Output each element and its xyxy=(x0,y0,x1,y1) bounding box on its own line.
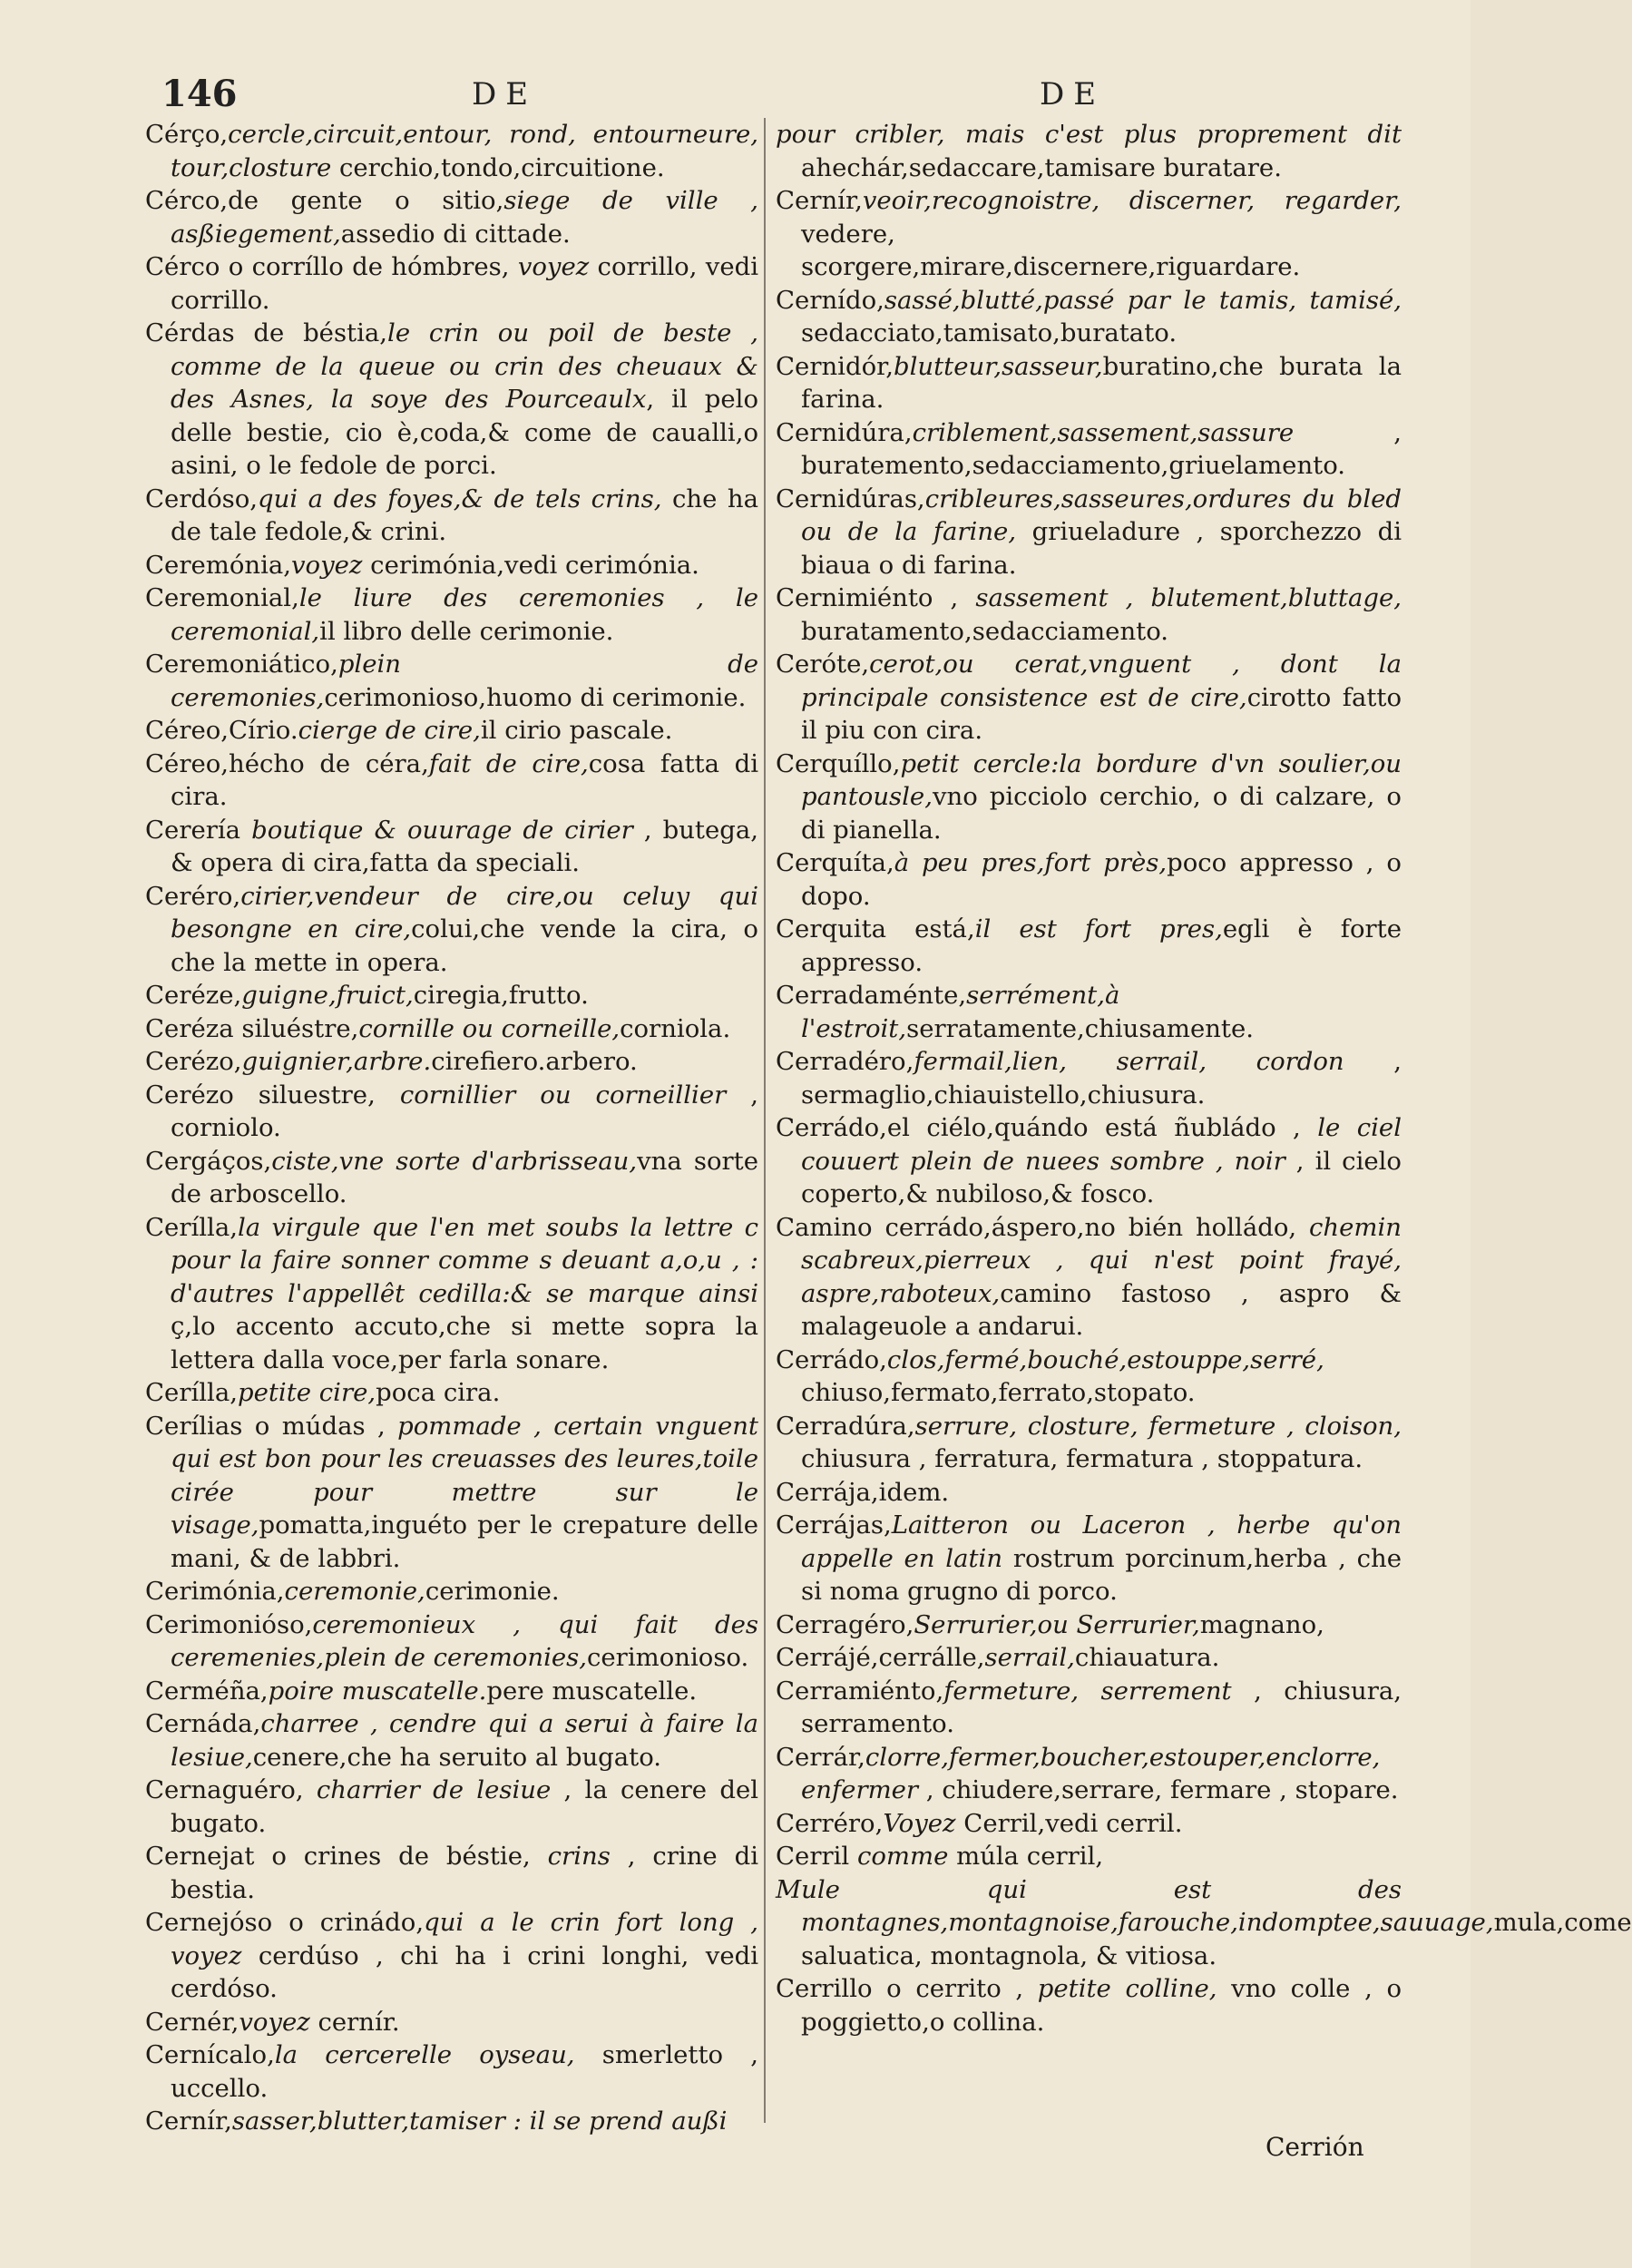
headword: Cerragéro, xyxy=(776,1609,914,1639)
dictionary-entry xyxy=(145,1079,758,1145)
headword: Cérdas de béstia, xyxy=(145,318,388,347)
french-gloss: crins xyxy=(547,1842,611,1871)
italian-gloss: mula,come saluatica, montagnola, & vitiosa. xyxy=(801,1908,1632,1970)
dictionary-entry xyxy=(145,1840,758,1906)
dictionary-entry xyxy=(776,1211,1402,1344)
running-head-right: DE xyxy=(1040,76,1106,112)
french-gloss: charrier de lesiue xyxy=(316,1775,552,1804)
headword: Cerréro, xyxy=(776,1808,884,1838)
dictionary-entry xyxy=(145,2038,758,2105)
french-gloss: comme xyxy=(856,1842,949,1871)
dictionary-entry xyxy=(145,1906,758,2006)
italian-gloss: ciregia,frutto. xyxy=(413,981,589,1010)
italian-gloss: cirotto fatto il piu con cira. xyxy=(801,682,1402,745)
headword: Cerméña, xyxy=(145,1676,269,1706)
dictionary-entry xyxy=(145,582,758,648)
headword: Ceréza siluéstre, xyxy=(145,1013,359,1043)
right-column xyxy=(776,118,1632,2038)
dictionary-entry xyxy=(776,1873,1632,1973)
dictionary-entry xyxy=(776,1608,1402,1642)
dictionary-entry xyxy=(145,1012,758,1046)
french-gloss: le crin ou poil de beste , comme de la queue ou crin des cheuaux & des Asnes, la soye des Pourceaulx xyxy=(171,318,758,414)
french-gloss: qui a le crin fort long , voyez xyxy=(171,1908,758,1970)
headword: Cernáda, xyxy=(145,1709,261,1738)
french-gloss: fermail,lien, serrail, cordon xyxy=(914,1047,1344,1076)
dictionary-entry xyxy=(145,814,758,880)
dictionary-entry xyxy=(776,284,1402,350)
italian-gloss: múla cerril, xyxy=(948,1842,1104,1871)
headword: Ceréro, xyxy=(145,881,241,911)
headword: Cerradaménte, xyxy=(776,981,967,1010)
french-gloss: pour cribler, mais c'est plus proprement dit xyxy=(776,120,1402,149)
headword: Cerquíllo, xyxy=(776,748,901,778)
dictionary-entry xyxy=(776,350,1402,416)
italian-gloss: chiusura , ferratura, fermatura , stoppatura. xyxy=(801,1444,1363,1473)
dictionary-entry xyxy=(776,1111,1402,1211)
italian-gloss: , chiusura, serramento. xyxy=(801,1676,1402,1738)
french-gloss: à peu pres,fort près, xyxy=(894,848,1168,877)
french-gloss: siege de ville , asßiegement, xyxy=(171,186,758,249)
dictionary-entry xyxy=(776,184,1402,284)
italian-gloss: smerletto , uccello. xyxy=(171,2040,758,2103)
dictionary-entry xyxy=(776,913,1402,979)
italian-gloss: egli è forte appresso. xyxy=(801,914,1402,977)
dictionary-entry xyxy=(145,118,758,184)
italian-gloss: cirefiero.arbero. xyxy=(431,1047,638,1076)
italian-gloss: cerimonioso. xyxy=(587,1643,749,1672)
dictionary-entry xyxy=(145,1774,758,1840)
dictionary-entry xyxy=(776,1344,1402,1410)
french-gloss: blutteur,sasseur, xyxy=(894,351,1103,381)
page-header xyxy=(0,64,1471,118)
headword: Ceremonial, xyxy=(145,583,299,612)
headword: Cernír, xyxy=(145,2107,232,2136)
french-gloss: cercle,circuit,entour, rond, entourneure, tour,closture xyxy=(171,120,758,182)
page-number: 146 xyxy=(161,73,238,115)
dictionary-entry xyxy=(145,979,758,1012)
french-gloss: fait de cire, xyxy=(428,748,589,778)
dictionary-entry xyxy=(145,2006,758,2039)
french-gloss: Mule qui est des montagnes,montagnoise,farouche,indomptee,sauuage, xyxy=(776,1874,1494,1937)
column-divider xyxy=(764,118,766,2123)
headword: Cerrádo,el ciélo,quándo está ñubládo , xyxy=(776,1113,1318,1142)
headword: Cerimonióso, xyxy=(145,1609,313,1639)
italian-gloss: ahechár,sedaccare,tamisare buratare. xyxy=(801,152,1282,182)
dictionary-entry xyxy=(145,748,758,814)
french-gloss: fermeture, serrement xyxy=(943,1676,1232,1706)
italian-gloss: cerimonioso,huomo di cerimonie. xyxy=(324,682,747,712)
headword: Cerrájas, xyxy=(776,1510,892,1540)
italian-gloss: che ha de tale fedole,& crini. xyxy=(171,484,758,546)
italian-gloss: chiauatura. xyxy=(1074,1643,1220,1672)
french-gloss: sasser,blutter,tamiser : il se prend außi xyxy=(231,2107,728,2136)
french-gloss: boutique & ouurage de cirier xyxy=(251,815,633,845)
dictionary-entry xyxy=(776,979,1402,1045)
french-gloss: la virgule que l'en met soubs la lettre c pour la faire sonner comme s deuant a,o,u , : d'autres l'appellêt cedilla:& se marque ainsi xyxy=(171,1212,758,1308)
french-gloss: charree , cendre qui a serui à faire la lesiue, xyxy=(171,1709,758,1772)
headword: Cerílla, xyxy=(145,1378,238,1407)
dictionary-entry xyxy=(776,1476,1402,1510)
headword: Céreo,Círio. xyxy=(145,716,298,745)
french-gloss: voyez xyxy=(291,550,363,580)
italian-gloss: cernír. xyxy=(309,2007,400,2037)
dictionary-entry xyxy=(145,1575,758,1608)
headword: Cernejat o crines de béstie, xyxy=(145,1842,548,1871)
headword: Cernidúra, xyxy=(776,417,913,447)
headword: Cernér, xyxy=(145,2007,239,2037)
italian-gloss: vna sorte de arboscello. xyxy=(171,1146,758,1208)
running-head-left: DE xyxy=(472,76,538,112)
headword: Cerdóso, xyxy=(145,484,259,513)
headword: Cerería xyxy=(145,815,252,845)
french-gloss: ceremonieux , qui fait des ceremenies,plein de ceremonies, xyxy=(171,1609,758,1672)
headword: Ceremoniático, xyxy=(145,650,338,679)
dictionary-entry xyxy=(145,1675,758,1708)
dictionary-entry xyxy=(776,1675,1402,1741)
french-gloss: le liure des ceremonies , le ceremonial, xyxy=(171,583,758,646)
italian-gloss: idem. xyxy=(878,1477,950,1507)
italian-gloss: vno picciolo cerchio, o di calzare, o di pianella. xyxy=(801,782,1402,845)
dictionary-entry xyxy=(145,2105,758,2138)
italian-gloss: , corniolo. xyxy=(171,1080,759,1142)
italian-gloss: rostrum porcinum,herba , che si noma grugno di porco. xyxy=(801,1543,1402,1606)
dictionary-entry xyxy=(776,748,1402,847)
italian-gloss: cerdúso , chi ha i crini longhi, vedi cerdóso. xyxy=(171,1941,758,2003)
dictionary-entry xyxy=(776,1972,1402,2038)
headword: Cerézo, xyxy=(145,1047,242,1076)
headword: Cernícalo, xyxy=(145,2040,275,2069)
italian-gloss: cerimónia,vedi cerimónia. xyxy=(362,550,699,580)
italian-gloss: , il pelo delle bestie, cio è,coda,& come de caualli,o asini, o le fedole de porci. xyxy=(171,385,759,480)
headword: Cernimiénto , xyxy=(776,583,976,612)
headword: Cerradúra, xyxy=(776,1411,915,1441)
headword: Cernidór, xyxy=(776,351,894,381)
headword: Cerrádo, xyxy=(776,1344,887,1374)
headword: Cerrája, xyxy=(776,1477,879,1507)
italian-gloss: pomatta,inguéto per le crepature delle mani, & de labbri. xyxy=(171,1510,758,1573)
french-gloss: criblement,sassement,sassure xyxy=(912,417,1295,447)
italian-gloss: , butega, & opera di cira,fatta da speciali. xyxy=(171,815,758,877)
dictionary-entry xyxy=(776,118,1402,184)
italian-gloss: , buratemento,sedacciamento,griuelamento. xyxy=(801,417,1402,480)
italian-gloss: cerchio,tondo,circuitione. xyxy=(331,152,665,182)
headword: Cerradéro, xyxy=(776,1047,914,1076)
italian-gloss: , il cielo coperto,& nubiloso,& fosco. xyxy=(801,1146,1402,1208)
dictionary-entry xyxy=(776,582,1402,648)
headword: Cerquíta, xyxy=(776,848,894,877)
italian-gloss: cosa fatta di cira. xyxy=(171,748,759,811)
headword: Cerrillo o cerrito , xyxy=(776,1974,1038,2003)
italian-gloss: poco appresso , o dopo. xyxy=(801,848,1402,911)
italian-gloss: vno colle , o poggietto,o collina. xyxy=(801,1974,1402,2037)
headword: Cerézo siluestre, xyxy=(145,1080,400,1110)
italian-gloss: Cerril,vedi cerril. xyxy=(955,1808,1183,1838)
italian-gloss: corniola. xyxy=(620,1013,731,1043)
catchword: Cerrión xyxy=(1266,2132,1364,2162)
french-gloss: voyez xyxy=(517,252,590,281)
dictionary-entry xyxy=(776,648,1402,748)
italian-gloss: , la cenere del bugato. xyxy=(171,1775,759,1838)
french-gloss: clos,fermé,bouché,estouppe,serré, xyxy=(886,1344,1324,1374)
italian-gloss: corrillo, vedi corrillo. xyxy=(171,252,758,315)
headword: Cerílias o múdas , xyxy=(145,1411,398,1441)
french-gloss: guignier,arbre. xyxy=(241,1047,432,1076)
italian-gloss: poca cira. xyxy=(376,1378,501,1407)
headword: Cérço, xyxy=(145,120,229,149)
italian-gloss: serratamente,chiusamente. xyxy=(906,1013,1254,1043)
italian-gloss: griueladure , sporchezzo di biaua o di farina. xyxy=(801,517,1402,580)
dictionary-entry xyxy=(145,250,758,317)
dictionary-entry xyxy=(145,184,758,250)
french-gloss: plein de ceremonies, xyxy=(171,650,758,712)
dictionary-entry xyxy=(776,483,1402,582)
dictionary-entry xyxy=(776,416,1402,483)
headword: Cerril xyxy=(776,1842,857,1871)
french-gloss: ceremonie, xyxy=(284,1577,425,1606)
french-gloss: serrure, closture, fermeture , cloison, xyxy=(914,1411,1402,1441)
french-gloss: chemin scabreux,pierreux , qui n'est point frayé, aspre,raboteux, xyxy=(801,1212,1402,1308)
headword: Cerramiénto, xyxy=(776,1676,944,1706)
french-gloss: veoir,recognoistre, discerner, regarder, xyxy=(862,186,1402,215)
italian-gloss: il cirio pascale. xyxy=(480,716,673,745)
dictionary-entry xyxy=(145,1608,758,1675)
french-gloss: voyez xyxy=(239,2007,310,2037)
french-gloss: sassé,blutté,passé par le tamis, tamisé, xyxy=(884,285,1402,315)
french-gloss: ciste,vne sorte d'arbrisseau, xyxy=(271,1146,638,1176)
headword: Cérco o corríllo de hómbres, xyxy=(145,252,518,281)
left-column xyxy=(145,118,758,2138)
headword: Cernaguéro, xyxy=(145,1775,317,1804)
dictionary-entry xyxy=(776,846,1402,913)
french-gloss: il est fort pres, xyxy=(974,914,1223,943)
french-gloss: sassement , blutement,bluttage, xyxy=(975,583,1402,612)
headword: Cergáços, xyxy=(145,1146,272,1176)
french-gloss: serrail, xyxy=(984,1643,1075,1672)
french-gloss: clorre,fermer,boucher,estouper,enclorre, enfermer xyxy=(801,1742,1381,1804)
french-gloss: cierge de cire, xyxy=(298,716,481,745)
headword: Céreo,hécho de céra, xyxy=(145,748,429,778)
french-gloss: cerot,ou cerat,vnguent , dont la principale consistence est de cire, xyxy=(801,650,1402,712)
headword: Cernejóso o crinádo, xyxy=(145,1908,425,1937)
dictionary-entry xyxy=(145,648,758,714)
headword: Cernidúras, xyxy=(776,484,925,513)
french-gloss: petite cire, xyxy=(237,1378,376,1407)
dictionary-entry xyxy=(145,549,758,582)
headword: Cernído, xyxy=(776,285,884,315)
french-gloss: Voyez xyxy=(883,1808,956,1838)
headword: Camino cerrádo,áspero,no bién holládo, xyxy=(776,1212,1310,1242)
french-gloss: Serrurier,ou Serrurier, xyxy=(914,1609,1200,1639)
dictionary-entry xyxy=(145,880,758,980)
french-gloss: cirier,vendeur de cire,ou celuy qui besongne en cire, xyxy=(171,881,758,943)
french-gloss: cribleures,sasseures,ordures du bled ou de la farine, xyxy=(801,484,1402,546)
headword: Ceréze, xyxy=(145,981,242,1010)
headword: Cerrár, xyxy=(776,1742,865,1772)
italian-gloss: cerimonie. xyxy=(425,1577,560,1606)
italian-gloss: , chiudere,serrare, fermare , stopare. xyxy=(918,1775,1399,1804)
italian-gloss: magnano, xyxy=(1199,1609,1324,1639)
headword: Cérco,de gente o sitio, xyxy=(145,186,504,215)
headword: Cerílla, xyxy=(145,1212,238,1242)
headword: Ceremónia, xyxy=(145,550,292,580)
italian-gloss: pere muscatelle. xyxy=(486,1676,698,1706)
french-gloss: guigne,fruict, xyxy=(241,981,414,1010)
dictionary-entry xyxy=(145,1376,758,1410)
headword: Cernír, xyxy=(776,186,863,215)
dictionary-entry xyxy=(776,1840,1402,1873)
dictionary-entry xyxy=(145,1211,758,1377)
italian-gloss: , sermaglio,chiauistello,chiusura. xyxy=(801,1047,1402,1110)
italian-gloss: colui,che vende la cira, o che la mette in opera. xyxy=(171,914,758,977)
dictionary-entry xyxy=(145,714,758,748)
italian-gloss: chiuso,fermato,ferrato,stopato. xyxy=(801,1378,1196,1407)
italian-gloss: camino fastoso , aspro & malageuole a andarui. xyxy=(801,1278,1402,1341)
headword: Cerimónia, xyxy=(145,1577,285,1606)
french-gloss: petite colline, xyxy=(1037,1974,1217,2003)
dictionary-entry xyxy=(145,1045,758,1079)
headword: Ceróte, xyxy=(776,650,870,679)
dictionary-entry xyxy=(145,317,758,483)
dictionary-entry xyxy=(145,483,758,549)
french-gloss: cornillier ou corneillier xyxy=(399,1080,727,1110)
french-gloss: le ciel couuert plein de nuees sombre , noir xyxy=(801,1113,1402,1176)
dictionary-entry xyxy=(776,1509,1402,1608)
dictionary-entry xyxy=(776,1741,1402,1807)
french-gloss: Laitteron ou Laceron , herbe qu'on appelle en latin xyxy=(801,1510,1402,1573)
italian-gloss: , crine di bestia. xyxy=(171,1842,758,1904)
french-gloss: poire muscatelle. xyxy=(268,1676,487,1706)
italian-gloss: buratamento,sedacciamento. xyxy=(801,616,1169,646)
french-gloss: petit cercle:la bordure d'vn soulier,ou pantousle, xyxy=(801,748,1402,811)
headword: Cerrájé,cerrálle, xyxy=(776,1643,985,1672)
italian-gloss: vedere, scorgere,mirare,discernere,riguardare. xyxy=(801,219,1301,281)
french-gloss: pommade , certain vnguent qui est bon pour les creuasses des leures,toile cirée pour mettre sur le visage, xyxy=(171,1411,758,1540)
italian-gloss: buratino,che burata la farina. xyxy=(801,351,1402,414)
dictionary-entry xyxy=(776,1641,1402,1675)
dictionary-entry xyxy=(145,1145,758,1211)
italian-gloss: il libro delle cerimonie. xyxy=(319,616,614,646)
dictionary-entry xyxy=(776,1410,1402,1476)
dictionary-entry xyxy=(145,1410,758,1576)
dictionary-entry xyxy=(776,1807,1402,1841)
italian-gloss: cenere,che ha seruito al bugato. xyxy=(252,1742,662,1772)
french-gloss: la cercerelle oyseau, xyxy=(274,2040,575,2069)
dictionary-entry xyxy=(776,1045,1402,1111)
french-gloss: qui a des foyes,& de tels crins, xyxy=(258,484,662,513)
italian-gloss: assedio di cittade. xyxy=(340,219,571,249)
french-gloss: cornille ou corneille, xyxy=(358,1013,621,1043)
italian-gloss: sedacciato,tamisato,buratato. xyxy=(801,318,1178,347)
italian-gloss: ç,lo accento accuto,che si mette sopra la lettera dalla voce,per farla sonare. xyxy=(171,1312,758,1374)
french-gloss: serrément,à l'estroit, xyxy=(801,981,1120,1043)
dictionary-entry xyxy=(145,1707,758,1774)
headword: Cerquita está, xyxy=(776,914,975,943)
